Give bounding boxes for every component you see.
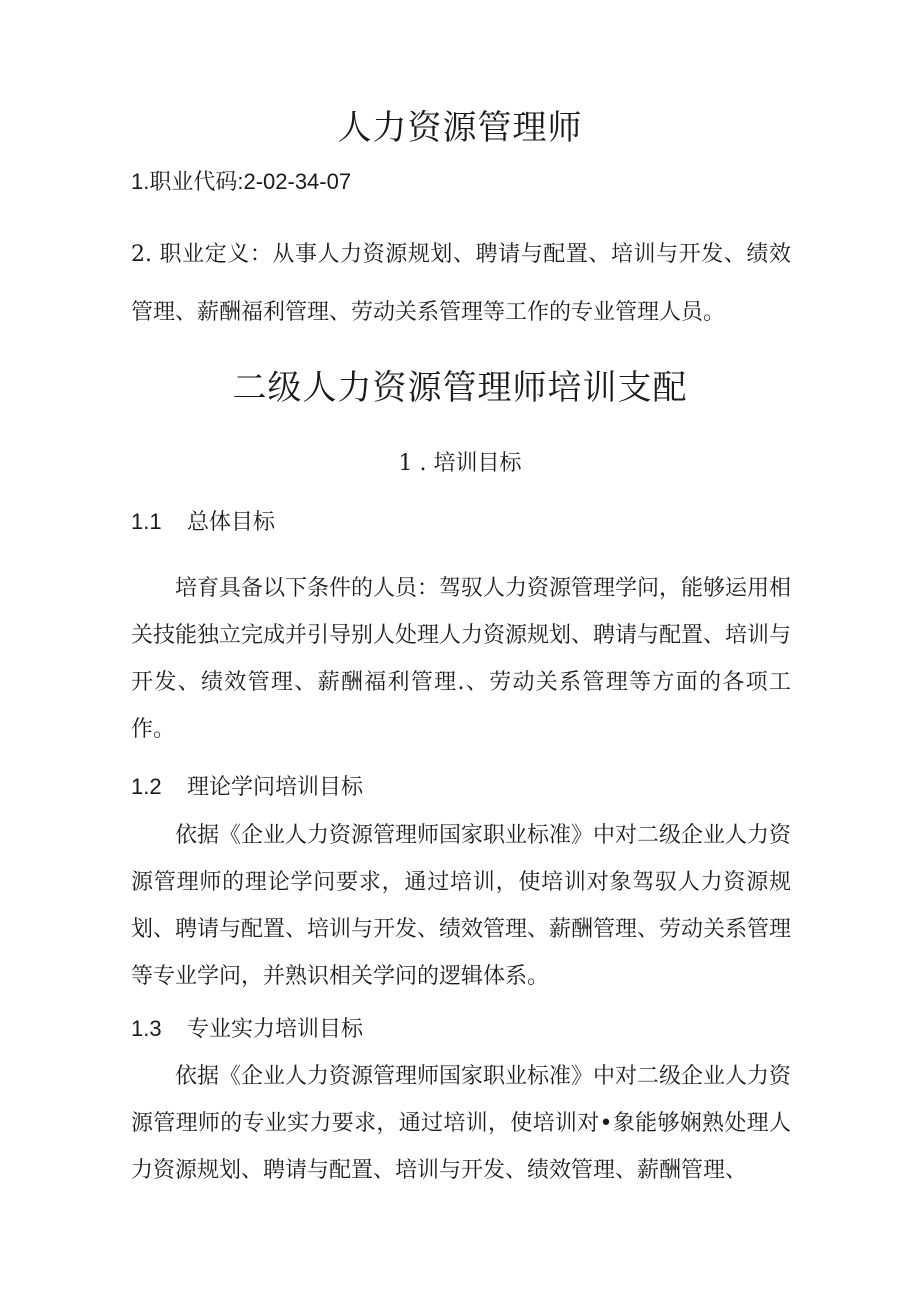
subsection-body: 培育具备以下条件的人员：驾驭人力资源管理学问，能够运用相关技能独立完成并引导别人处理人力资源规划、聘请与配置、培训与开发、绩效管理、薪酬福利管理.、劳动关系管理等方面的各项工作。	[131, 576, 792, 742]
subsection-title: 总体目标	[187, 510, 276, 535]
occupation-code: 1.职业代码:2-02-34-07	[131, 169, 352, 194]
subsection-number: 1.3	[131, 1016, 162, 1041]
subsection-body: 依据《企业人力资源管理师国家职业标准》中对二级企业人力资源管理师的专业实力要求，通过培训，使培训对•象能够娴熟处理人力资源规划、聘请与配置、培训与开发、绩效管理、薪酬管理、	[131, 1064, 792, 1183]
subsection-heading	[131, 770, 363, 801]
section-title: 二级人力资源管理师培训支配	[232, 368, 688, 408]
subsection-body: 依据《企业人力资源管理师国家职业标准》中对二级企业人力资源管理师的理论学问要求，通过培训，使培训对象驾驭人力资源规划、聘请与配置、培训与开发、绩效管理、薪酬管理、劳动关系管理等专业学问，并熟识相关学问的逻辑体系。	[131, 823, 792, 989]
subsection-heading	[131, 1012, 363, 1043]
document-title: 人力资源管理师	[337, 108, 583, 148]
chapter-heading: 1 . 培训目标	[398, 451, 522, 476]
subsection-title: 专业实力培训目标	[187, 1017, 364, 1042]
subsection-heading	[131, 505, 275, 536]
subsection-number: 1.2	[131, 774, 162, 799]
occupation-definition: 2. 职业定义：从事人力资源规划、聘请与配置、培训与开发、绩效管理、薪酬福利管理、劳动关系管理等工作的专业管理人员。	[131, 242, 791, 325]
subsection-title: 理论学问培训目标	[187, 775, 364, 800]
subsection-number: 1.1	[131, 509, 162, 534]
